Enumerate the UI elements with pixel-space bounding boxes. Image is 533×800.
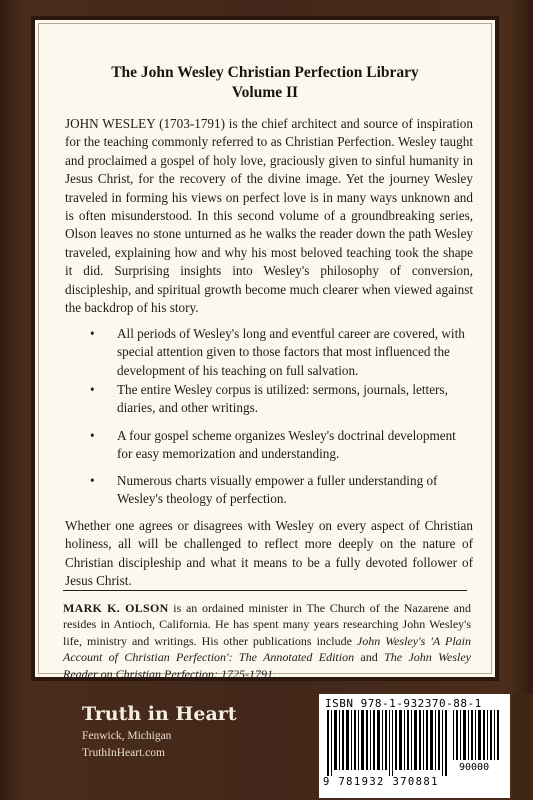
feature-bullet — [65, 472, 473, 509]
outro-line: follower of Jesus Christ. — [65, 554, 473, 589]
barcode-bars — [325, 710, 505, 776]
isbn-label — [325, 697, 505, 710]
intro-line: much clearer when viewed against the backdrop of his story. — [65, 281, 473, 316]
bullet-text — [117, 427, 473, 464]
intro-line: for the teaching commonly referred to as Christian Perfection. Wesley — [65, 134, 437, 150]
intro-line: beloved teaching took the shape it did. Surprising insights into Wesley's — [65, 244, 474, 279]
feature-bullet — [65, 381, 473, 418]
feature-bullet — [65, 427, 473, 464]
bio-text: . — [272, 666, 276, 681]
bullet-line: All periods of Wesley's long and eventful career are covered, with — [117, 326, 465, 341]
outro-line: Christian holiness, all will be challenged to reflect more deeply on the — [65, 518, 473, 552]
bullet-line: Numerous charts visually empower a fuller understanding of — [117, 473, 438, 488]
bullet-dot: • — [90, 382, 95, 397]
intro-line: JOHN WESLEY (1703-1791) is the chief architect and source of inspiration — [65, 116, 473, 131]
intro-paragraph — [65, 115, 473, 317]
publisher-city: Fenwick, Michigan — [82, 730, 172, 742]
bio-text: and — [354, 650, 385, 665]
barcode-digits: 9 781932 370881 — [323, 776, 439, 788]
section-divider — [63, 590, 467, 591]
feature-bullet — [65, 325, 473, 380]
author-bio — [63, 600, 471, 682]
intro-line: taught and proclaimed a gospel of holy love, graciously given to sinful — [65, 134, 473, 168]
publisher-url: TruthInHeart.com — [82, 747, 165, 759]
intro-line: humanity in Jesus Christ, for the recovery of the divine image. Yet the — [65, 152, 473, 187]
bullet-line: The entire Wesley corpus is utilized: sermons, journals, letters, — [117, 382, 448, 397]
bio-book-title: The John Wesley Reader on Christian Perfection: 1725-1791 — [63, 650, 472, 681]
outro-line: Whether one agrees or disagrees with Wesley on every aspect of — [65, 518, 420, 533]
bullet-line: Wesley's theology of perfection. — [117, 491, 287, 507]
bullet-dot: • — [90, 326, 95, 341]
intro-line: philosophy of conversion, discipleship, and spiritual growth become — [65, 263, 473, 297]
price-code: 90000 — [459, 762, 490, 773]
bullet-dot: • — [90, 473, 95, 488]
intro-line: groundbreaking series, Olson leaves no stone unturned as he walks the — [65, 208, 474, 242]
author-name: MARK K. OLSON — [63, 601, 169, 615]
spine-edge — [512, 694, 533, 800]
bullet-line: special attention given to those factors that most influenced — [117, 344, 431, 360]
bullet-line: diaries, and other writings. — [117, 400, 258, 416]
bio-text: is an ordained minister in The Church of the Nazarene and resides in Antioch, California. He has spent many years researching John Wesley's life, ministry and writings. His other publications include — [63, 601, 471, 648]
intro-line: journey Wesley traveled in forming his views on perfect love is in many — [65, 171, 473, 205]
bullet-line: the development of his teaching on full salvation. — [117, 344, 450, 378]
outro-line: nature of Christian discipleship and what it means to be a fully devoted — [65, 536, 474, 570]
bullet-dot: • — [90, 428, 95, 443]
volume-title: Volume II — [231, 84, 299, 101]
intro-line: ways unknown and is often misunderstood. In this second volume of a — [65, 189, 473, 224]
closing-paragraph — [65, 517, 473, 591]
series-title: The John Wesley Christian Perfection Library — [111, 64, 419, 81]
isbn-number: ISBN 978-1-932370-88-1 — [325, 697, 482, 710]
bullet-text — [117, 325, 473, 380]
bio-book-title: John Wesley's 'A Plain Account of Christian Perfection': The Annotated Edition — [63, 633, 471, 665]
bullet-line: A four gospel scheme organizes Wesley's doctrinal development — [117, 428, 456, 443]
publisher-logo: Truth in Heart — [82, 703, 237, 725]
bullet-text — [117, 472, 473, 509]
isbn-barcode — [319, 694, 510, 798]
bullet-text — [117, 381, 473, 418]
back-cover-panel — [31, 16, 499, 681]
bullet-line: for easy memorization and understanding. — [117, 446, 340, 462]
intro-line: reader down the path Wesley traveled, explaining how and why his most — [65, 226, 474, 260]
